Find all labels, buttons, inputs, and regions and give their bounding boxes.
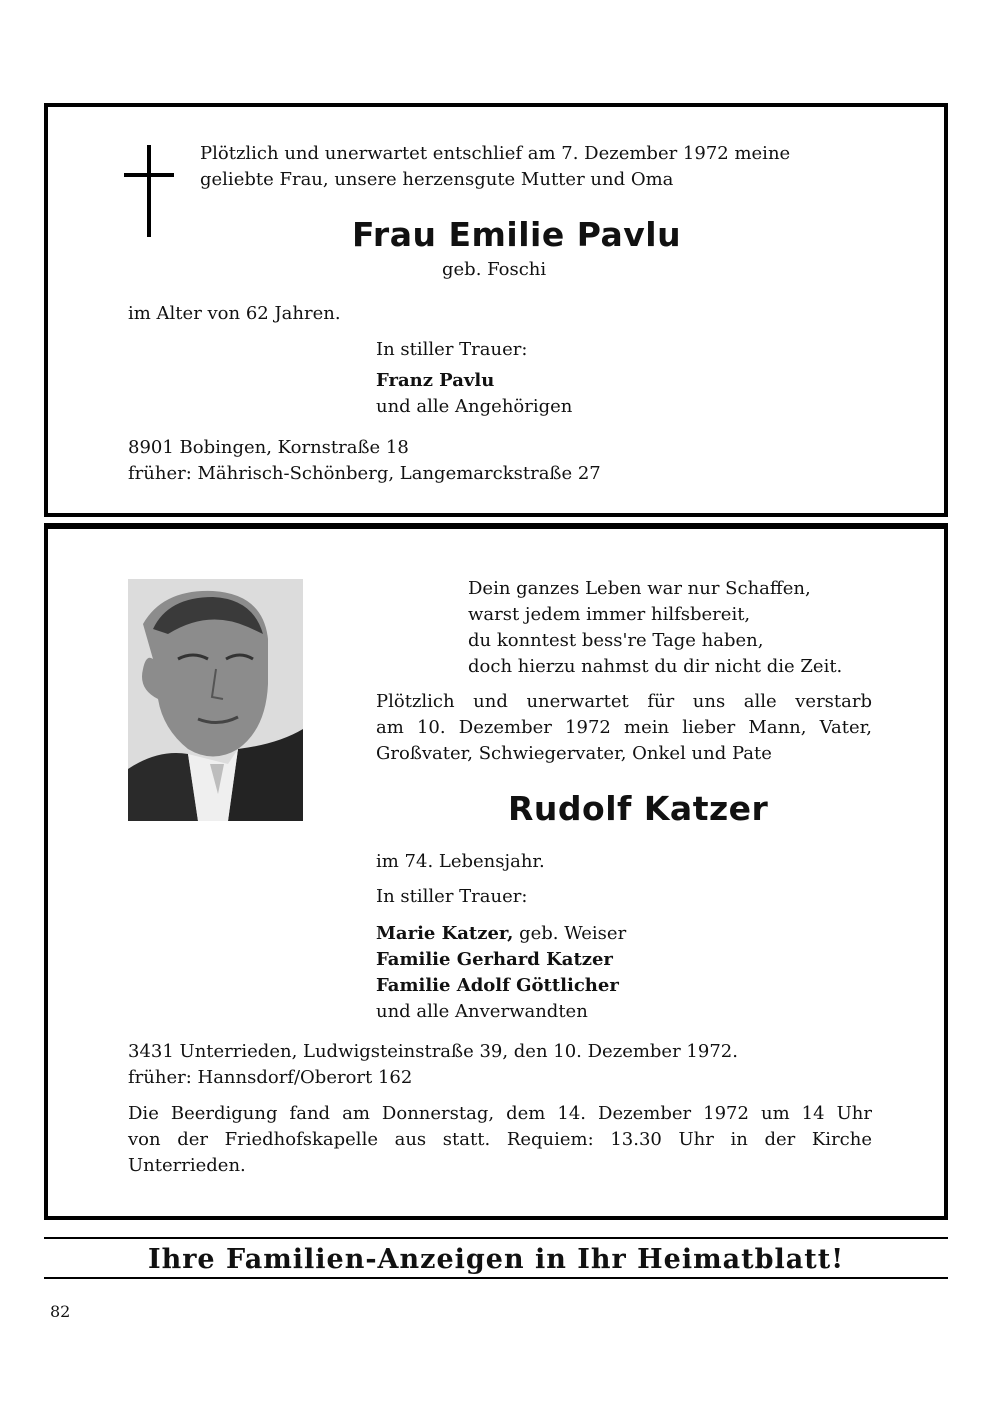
birth-name: geb. Foschi bbox=[442, 259, 547, 280]
deceased-name: Rudolf Katzer bbox=[508, 789, 769, 828]
obituary-notice-pavlu bbox=[44, 103, 948, 517]
cross-icon-bar bbox=[124, 173, 174, 177]
former-address: früher: Mährisch-Schönberg, Langemarckstraße 27 bbox=[128, 463, 601, 484]
poem-line-3: du konntest bess're Tage haben, bbox=[468, 630, 764, 651]
funeral-line-3: Unterrieden. bbox=[128, 1155, 246, 1176]
intro-line-1: Plötzlich und unerwartet für uns alle verstarb bbox=[376, 691, 872, 712]
poem-line-2: warst jedem immer hilfsbereit, bbox=[468, 604, 751, 625]
deceased-name: Frau Emilie Pavlu bbox=[352, 215, 682, 254]
address: 8901 Bobingen, Kornstraße 18 bbox=[128, 437, 409, 458]
poem-line-4: doch hierzu nahmst du dir nicht die Zeit. bbox=[468, 656, 843, 677]
cross-icon bbox=[147, 145, 151, 237]
intro-line-1: Plötzlich und unerwartet entschlief am 7. Dezember 1972 meine bbox=[200, 143, 791, 164]
portrait-photo-image bbox=[128, 579, 303, 821]
poem-line-1: Dein ganzes Leben war nur Schaffen, bbox=[468, 578, 811, 599]
footer-rule-bottom bbox=[44, 1277, 948, 1279]
relatives: und alle Anverwandten bbox=[376, 1001, 588, 1022]
age: im 74. Lebensjahr. bbox=[376, 851, 545, 872]
address: 3431 Unterrieden, Ludwigsteinstraße 39, den 10. Dezember 1972. bbox=[128, 1041, 738, 1062]
funeral-line-1: Die Beerdigung fand am Donnerstag, dem 14. Dezember 1972 um 14 Uhr bbox=[128, 1103, 872, 1124]
footer-rule-top bbox=[44, 1237, 948, 1239]
mourner-family-2: Familie Adolf Göttlicher bbox=[376, 975, 619, 996]
portrait-photo bbox=[128, 579, 303, 821]
relatives: und alle Angehörigen bbox=[376, 396, 573, 417]
page-number: 82 bbox=[50, 1302, 71, 1321]
footer-slogan: Ihre Familien-Anzeigen in Ihr Heimatblatt! bbox=[147, 1244, 845, 1275]
mourner-widow-name: Marie Katzer, bbox=[376, 923, 514, 944]
age: im Alter von 62 Jahren. bbox=[128, 303, 341, 324]
mourning-label: In stiller Trauer: bbox=[376, 886, 528, 907]
mourner-widow bbox=[376, 921, 626, 947]
intro-line-2: geliebte Frau, unsere herzensgute Mutter und Oma bbox=[200, 169, 674, 190]
mourner-name: Franz Pavlu bbox=[376, 370, 495, 391]
intro-line-2: am 10. Dezember 1972 mein lieber Mann, Vater, bbox=[376, 717, 872, 738]
mourner-family-1: Familie Gerhard Katzer bbox=[376, 949, 613, 970]
former-address: früher: Hannsdorf/Oberort 162 bbox=[128, 1067, 413, 1088]
funeral-line-2: von der Friedhofskapelle aus statt. Requiem: 13.30 Uhr in der Kirche bbox=[128, 1129, 872, 1150]
mourner-widow-birth-name: geb. Weiser bbox=[513, 923, 627, 944]
intro-line-3: Großvater, Schwiegervater, Onkel und Pate bbox=[376, 743, 772, 764]
mourning-label: In stiller Trauer: bbox=[376, 339, 528, 360]
obituary-notice-katzer bbox=[44, 523, 948, 1220]
